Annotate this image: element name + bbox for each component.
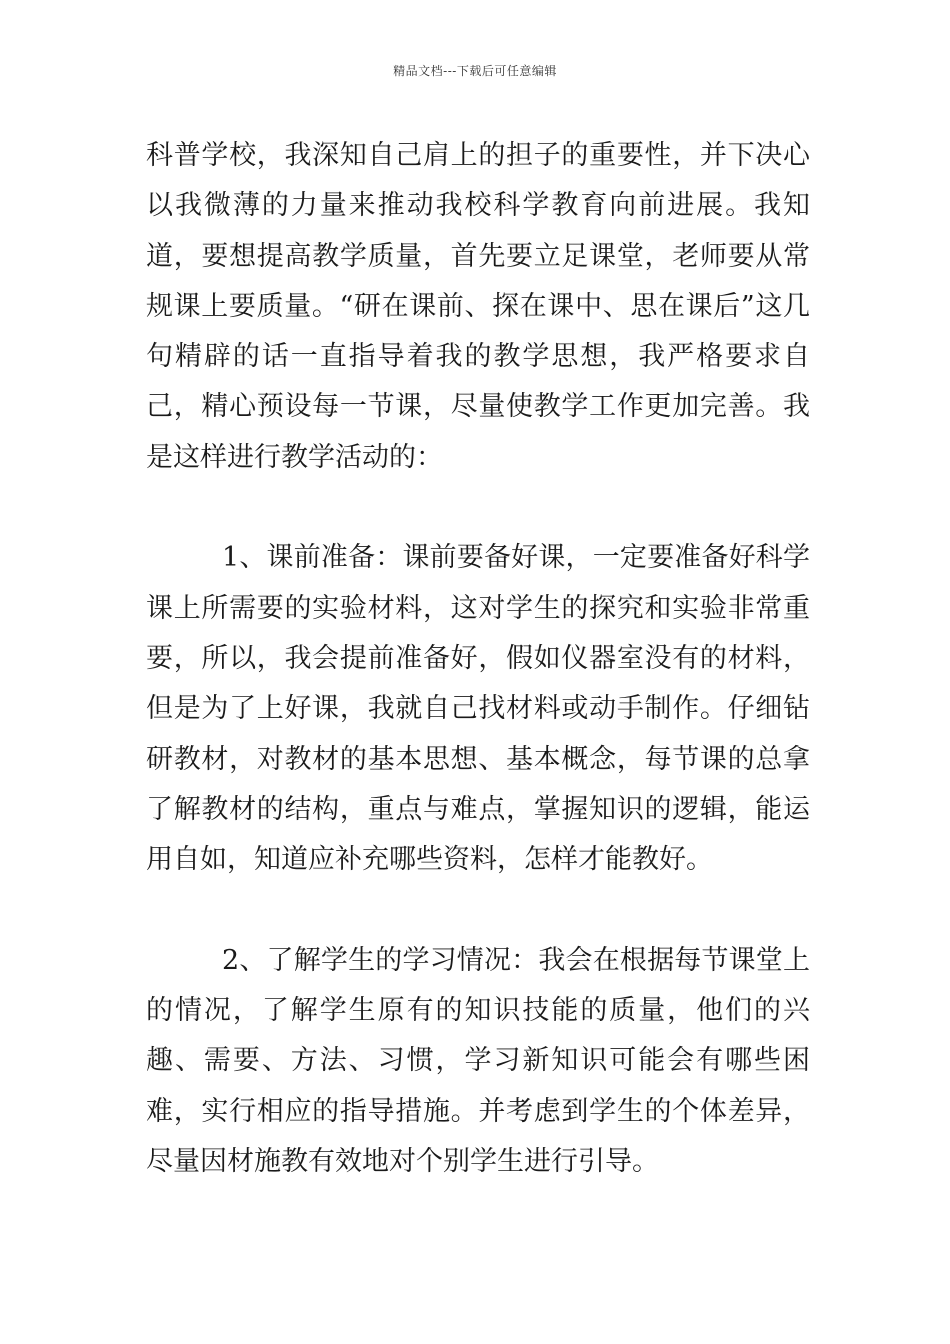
- paragraph-lesson-preparation: 1、课前准备：课前要备好课，一定要准备好科学课上所需要的实验材料，这对学生的探究和实验非常重要，所以，我会提前准备好，假如仪器室没有的材料，但是为了上好课，我就自己找材料或动手制作。仔细钻研教材，对教材的基本思想、基本概念，每节课的总拿了解教材的结构，重点与难点，掌握知识的逻辑，能运用自如，知道应补充哪些资料，怎样才能教好。: [146, 542, 810, 876]
- paragraph-student-situation: 2、了解学生的学习情况：我会在根据每节课堂上的情况，了解学生原有的知识技能的质量，他们的兴趣、需要、方法、习惯，学习新知识可能会有哪些困难，实行相应的指导措施。并考虑到学生的个体差异，尽量因材施教有效地对个别学生进行引导。: [146, 944, 810, 1177]
- paragraph-spacer: [146, 483, 810, 533]
- paragraph-spacer: [146, 885, 810, 935]
- page-header: 精品文档---下载后可任意编辑: [393, 64, 557, 78]
- paragraph-intro: 科普学校，我深知自己肩上的担子的重要性，并下决心以我微薄的力量来推动我校科学教育向前进展。我知道，要想提高教学质量，首先要立足课堂，老师要从常规课上要质量。“研在课前、探在课中、思在课后”这几句精辟的话一直指导着我的教学思想，我严格要求自己，精心预设每一节课，尽量使教学工作更加完善。我是这样进行教学活动的：: [146, 140, 810, 473]
- document-body: [146, 131, 810, 1187]
